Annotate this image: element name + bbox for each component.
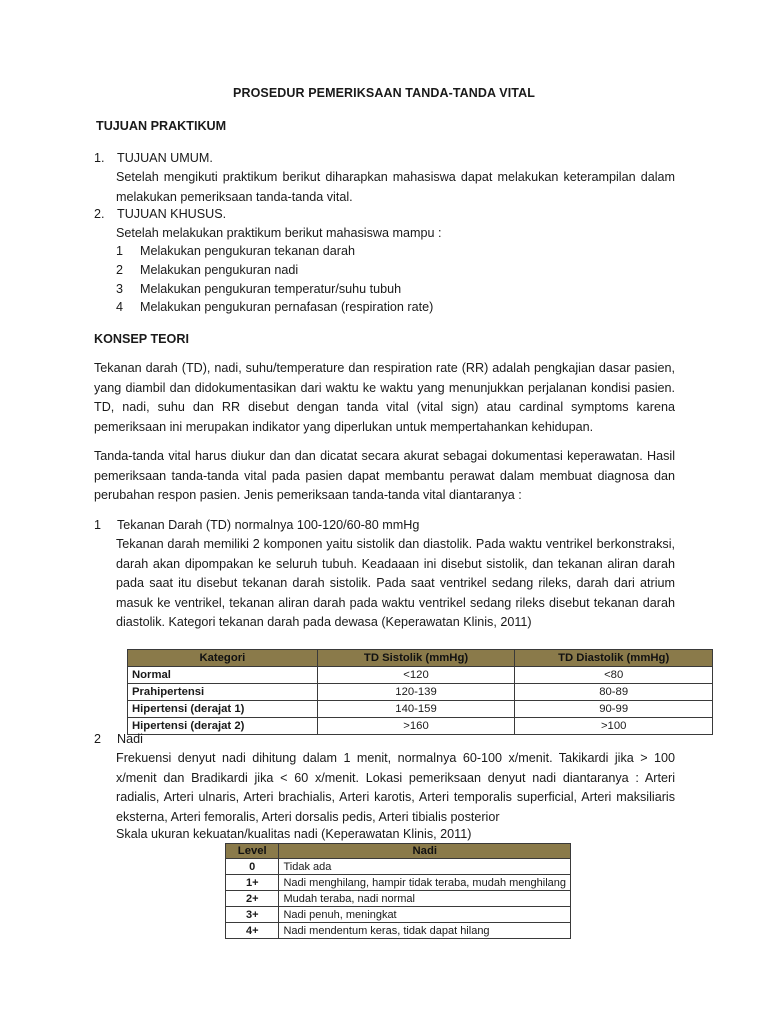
nadi-text: Frekuensi denyut nadi dihitung dalam 1 menit, normalnya 60-100 x/menit. Takikardi jika > 100 x/menit dan Bradikardi jika < 60 x/menit. Lokasi pemeriksaan denyut nadi diantaranya : Arteri radialis, Arteri ulnaris, Arteri brachialis, Arteri karotis, Arteri temporalis superficial, Arteri maksiliaris eksterna, Arteri femoralis, Arteri dorsalis pedis, Arteri tibialis posterior: [116, 751, 675, 824]
table-row: [128, 684, 713, 701]
konsep-paragraph-1: Tekanan darah (TD), nadi, suhu/temperature dan respiration rate (RR) adalah pengkajian dasar pasien, yang diambil dan didokumentasikan dari waktu ke waktu yang menunjukkan perjalanan kondisi pasien. TD, nadi, suhu dan RR disebut dengan tanda vital (vital sign) atau cardinal symptoms karena pemeriksaan ini merupakan indikator yang diperlukan untuk mempertahankan kehidupan.: [94, 361, 675, 434]
table-row: [128, 718, 713, 735]
pulse-quality-table: [225, 843, 571, 939]
table-cell: Tidak ada: [279, 859, 571, 875]
table-cell: Nadi penuh, meningkat: [279, 907, 571, 923]
khusus-item-number: 3: [116, 282, 124, 296]
table-cell: >100: [515, 718, 713, 735]
table-cell: Normal: [128, 667, 318, 684]
umum-number: 1.: [94, 151, 105, 165]
table-header: Nadi: [279, 844, 571, 859]
khusus-item-text: Melakukan pengukuran pernafasan (respiration rate): [140, 300, 434, 314]
blood-pressure-table: [127, 649, 713, 735]
table-cell: 1+: [226, 875, 279, 891]
tujuan-heading: TUJUAN PRAKTIKUM: [96, 119, 227, 133]
table-cell: Nadi menghilang, hampir tidak teraba, mudah menghilang: [279, 875, 571, 891]
table-cell: 80-89: [515, 684, 713, 701]
khusus-item-number: 4: [116, 300, 124, 314]
khusus-item-number: 2: [116, 263, 124, 277]
table-row: [128, 667, 713, 684]
table-cell: >160: [317, 718, 515, 735]
table-cell: 3+: [226, 907, 279, 923]
table-header-row: [128, 650, 713, 667]
table-cell: <80: [515, 667, 713, 684]
table-header: TD Sistolik (mmHg): [317, 650, 515, 667]
table-row: [226, 875, 571, 891]
khusus-item-text: Melakukan pengukuran nadi: [140, 263, 299, 277]
table-cell: Hipertensi (derajat 1): [128, 701, 318, 718]
table-cell: Nadi mendentum keras, tidak dapat hilang: [279, 923, 571, 939]
table-cell: Hipertensi (derajat 2): [128, 718, 318, 735]
khusus-heading: TUJUAN KHUSUS.: [117, 207, 227, 221]
td-heading: Tekanan Darah (TD) normalnya 100-120/60-80 mmHg: [117, 518, 420, 532]
table-header: Kategori: [128, 650, 318, 667]
table-cell: <120: [317, 667, 515, 684]
table-cell: 140-159: [317, 701, 515, 718]
konsep-heading: KONSEP TEORI: [94, 332, 189, 346]
table-cell: Mudah teraba, nadi normal: [279, 891, 571, 907]
table-cell: Prahipertensi: [128, 684, 318, 701]
table-header: TD Diastolik (mmHg): [515, 650, 713, 667]
table-header-row: [226, 844, 571, 859]
table-header: Level: [226, 844, 279, 859]
table-cell: 2+: [226, 891, 279, 907]
table-row: [226, 907, 571, 923]
nadi-number: 2: [94, 732, 102, 746]
table-cell: 0: [226, 859, 279, 875]
nadi-scale-caption: Skala ukuran kekuatan/kualitas nadi (Keperawatan Klinis, 2011): [116, 827, 472, 841]
table-row: [226, 923, 571, 939]
table-cell: 120-139: [317, 684, 515, 701]
umum-text: Setelah mengikuti praktikum berikut diharapkan mahasiswa dapat melakukan keterampilan dalam melakukan pemeriksaan tanda-tanda vital.: [116, 170, 675, 204]
table-cell: 90-99: [515, 701, 713, 718]
khusus-number: 2.: [94, 207, 105, 221]
table-row: [128, 701, 713, 718]
td-text: Tekanan darah memiliki 2 komponen yaitu sistolik dan diastolik. Pada waktu ventrikel berkonstraksi, darah akan dipompakan ke seluruh tubuh. Keadaaan ini disebut sistolik, dan tekanan aliran darah pada saat itu disebut tekanan darah sistolik. Pada saat ventrikel sedang rileks, darah dari atrium masuk ke ventrikel, tekanan aliran darah pada waktu ventrikel sedang rileks disebut tekanan darah diastolik. Kategori tekanan darah pada dewasa (Keperawatan Klinis, 2011): [116, 537, 675, 629]
td-number: 1: [94, 518, 102, 532]
khusus-intro: Setelah melakukan praktikum berikut mahasiswa mampu :: [116, 226, 442, 240]
konsep-paragraph-2: Tanda-tanda vital harus diukur dan dan dicatat secara akurat sebagai dokumentasi keperawatan. Hasil pemeriksaan tanda-tanda vital pada pasien dapat membantu perawat dalam membuat diagnosa dan perubahan respon pasien. Jenis pemeriksaan tanda-tanda vital diantaranya :: [94, 449, 675, 502]
khusus-item-number: 1: [116, 244, 124, 258]
table-row: [226, 859, 571, 875]
nadi-heading: Nadi: [117, 732, 143, 746]
table-row: [226, 891, 571, 907]
khusus-item-text: Melakukan pengukuran temperatur/suhu tubuh: [140, 282, 402, 296]
khusus-item-text: Melakukan pengukuran tekanan darah: [140, 244, 355, 258]
table-cell: 4+: [226, 923, 279, 939]
umum-heading: TUJUAN UMUM.: [117, 151, 213, 165]
document-title: PROSEDUR PEMERIKSAAN TANDA-TANDA VITAL: [233, 86, 535, 100]
